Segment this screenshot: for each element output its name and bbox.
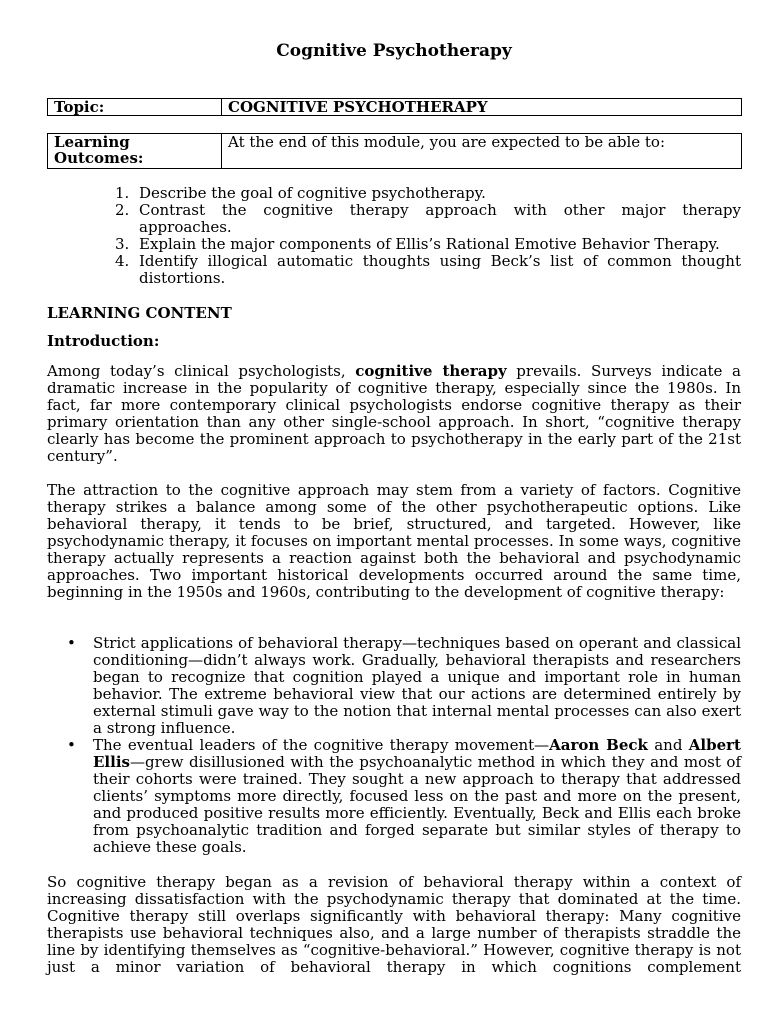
paragraph-2: The attraction to the cognitive approach may stem from a variety of factors. Cognitive therapy strikes a balance among some of the other psychotherapeutic options. Like behavioral therapy, it tends to be brief, structured, and targeted. However, like psychodynamic therapy, it focuses on important mental processes. In some ways, cognitive therapy actually represents a reaction against both the behavioral and psychodynamic approaches. Two important historical developments occurred around the same time, beginning in the 1950s and 1960s, contributing to the development of cognitive therapy: (47, 481, 741, 601)
outcomes-label-line2: Outcomes: (54, 149, 144, 167)
item-number: 4. (115, 252, 130, 270)
bullet2-mid: and (647, 736, 689, 754)
list-item (47, 185, 741, 202)
bullet2-post: —grew disillusioned with the psychoanalytic method in which they and most of their cohorts were trained. They sought a new approach to therapy that addressed clients’ symptoms more directly, focused less on the past and more on the present, and produced positive results more efficiently. Eventually, Beck and Ellis each broke from psychoanalytic tradition and forged separate but similar styles of therapy to achieve these goals. (93, 753, 741, 856)
list-item (47, 236, 741, 253)
bullet-icon: • (67, 634, 76, 652)
list-item (47, 202, 741, 236)
paragraph-1 (47, 363, 741, 465)
section-heading: LEARNING CONTENT (47, 304, 232, 322)
bullet2-bold1: Aaron Beck (549, 736, 648, 754)
outcomes-label-line1: Learning (54, 133, 130, 151)
para1-bold: cognitive therapy (355, 362, 507, 380)
page-title: Cognitive Psychotherapy (276, 41, 512, 61)
item-text: Explain the major components of Ellis’s Rational Emotive Behavior Therapy. (139, 235, 720, 253)
topic-value: COGNITIVE PSYCHOTHERAPY (222, 99, 742, 116)
item-number: 2. (115, 201, 130, 219)
topic-table (47, 98, 742, 116)
topic-label: Topic: (48, 99, 222, 116)
outcomes-table (47, 133, 742, 169)
item-text: Contrast the cognitive therapy approach with other major therapy approaches. (139, 201, 741, 236)
para1-pre: Among today’s clinical psychologists, (47, 362, 356, 380)
bullet-list (47, 635, 741, 856)
bullet-icon: • (67, 736, 76, 754)
list-item (47, 737, 741, 856)
intro-heading: Introduction: (47, 332, 160, 350)
item-text: Identify illogical automatic thoughts using Beck’s list of common thought distortions. (139, 252, 741, 287)
para1-post: prevails. Surveys indicate a dramatic increase in the popularity of cognitive therapy, especially since the 1980s. In fact, far more contemporary clinical psychologists endorse cognitive therapy as their primary orientation than any other single-school approach. In short, “cognitive therapy clearly has become the prominent approach to psychotherapy in the early part of the 21st century”. (47, 362, 741, 465)
bullet2-pre: The eventual leaders of the cognitive therapy movement— (93, 736, 550, 754)
objectives-list (47, 185, 741, 287)
outcomes-label (48, 134, 222, 169)
paragraph-3: So cognitive therapy began as a revision of behavioral therapy within a context of increasing dissatisfaction with the psychodynamic therapy that dominated at the time. Cognitive therapy still overlaps significantly with behavioral therapy: Many cognitive therapists use behavioral techniques also, and a large number of therapists straddle the line by identifying themselves as “cognitive-behavioral.” However, cognitive therapy is not just a minor variation of behavioral therapy in which cognitions complement (47, 873, 741, 976)
item-text: Describe the goal of cognitive psychotherapy. (139, 184, 486, 202)
list-item (47, 635, 741, 737)
item-number: 1. (115, 184, 130, 202)
list-item (47, 253, 741, 287)
bullet2-bold2: Albert Ellis (93, 736, 741, 771)
bullet1-text: Strict applications of behavioral therapy—techniques based on operant and classical conditioning—didn’t always work. Gradually, behavioral therapists and researchers began to recognize that cognition played a unique and important role in human behavior. The extreme behavioral view that our actions are determined entirely by external stimuli gave way to the notion that internal mental processes can also exert a strong influence. (93, 634, 741, 737)
item-number: 3. (115, 235, 130, 253)
outcomes-value: At the end of this module, you are expected to be able to: (222, 134, 742, 169)
